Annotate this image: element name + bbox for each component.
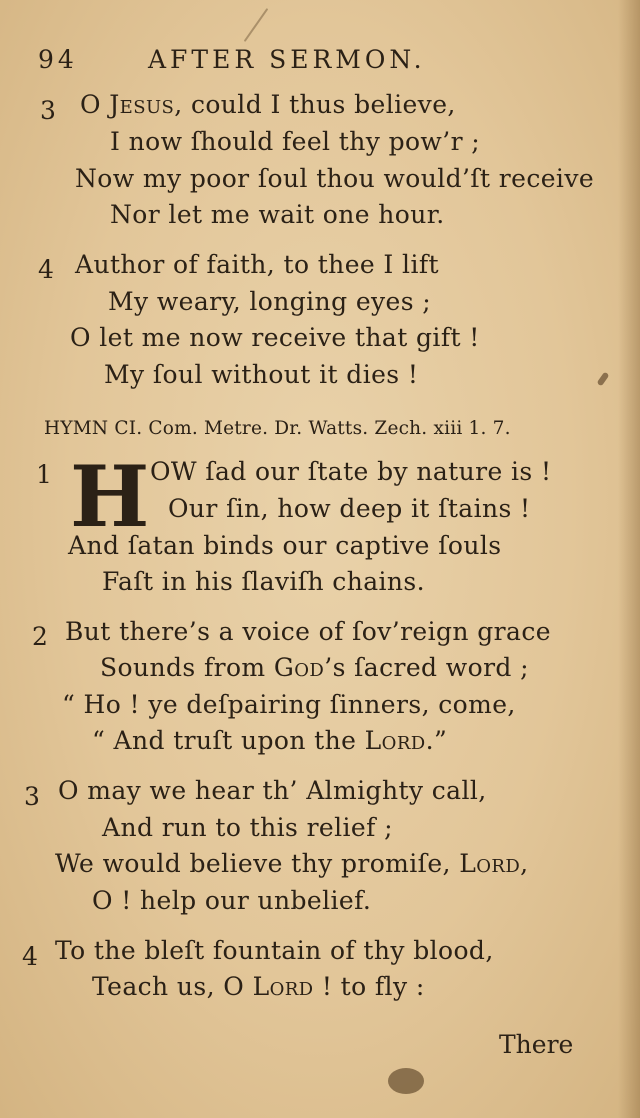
verse-number: 4 (38, 255, 54, 284)
hymn-line: “ And truſt upon the Lord.” (92, 726, 448, 755)
hymn-line: “ Ho ! ye deſpairing ſinners, come, (62, 690, 516, 719)
hymn-line: Sounds from God’s ſacred word ; (100, 653, 529, 682)
verse-line: Nor let me wait one hour. (110, 200, 445, 229)
verse-line: Author of faith, to thee I lift (75, 250, 439, 279)
verse-line: Now my poor ſoul thou would’ſt receive (75, 164, 595, 193)
ink-mark (597, 372, 610, 387)
verse-line: My ſoul without it dies ! (104, 360, 419, 389)
verse-line: My weary, longing eyes ; (108, 287, 432, 316)
stanza-number: 2 (32, 622, 48, 651)
stanza-number: 3 (24, 782, 40, 811)
hymn-line: And ſatan binds our captive ſouls (68, 531, 502, 560)
verse-number: 3 (40, 96, 56, 125)
hymn-line: Teach us, O Lord ! to fly : (92, 972, 425, 1001)
page-edge (618, 0, 640, 1118)
pencil-mark (244, 8, 269, 42)
catchword: There (499, 1030, 574, 1059)
hymn-heading: HYMN CI. Com. Metre. Dr. Watts. Zech. xiii 1. 7. (44, 418, 511, 439)
verse-line: O let me now receive that gift ! (70, 323, 480, 352)
ink-blot (388, 1068, 424, 1094)
hymn-line: But there’s a voice of ſov’reign grace (65, 617, 551, 646)
verse-line: O Jesus, could I thus believe, (80, 90, 456, 119)
hymn-line: We would believe thy promiſe, Lord, (55, 849, 529, 878)
hymn-line: To the bleſt fountain of thy blood, (55, 936, 494, 965)
running-header: AFTER SERMON. (148, 45, 426, 74)
hymn-line: O ! help our unbelief. (92, 886, 372, 915)
hymn-line: Faſt in his ſlaviſh chains. (102, 567, 425, 596)
page-number: 94 (38, 45, 78, 74)
drop-cap: H (70, 447, 150, 546)
stanza-number: 4 (22, 942, 38, 971)
hymn-line: O may we hear th’ Almighty call, (58, 776, 487, 805)
verse-line: I now ſhould feel thy pow’r ; (110, 127, 481, 156)
hymn-line: And run to this relief ; (102, 813, 393, 842)
stanza-number: 1 (36, 460, 52, 489)
hymn-line: Our ſin, how deep it ſtains ! (168, 494, 531, 523)
hymn-line: OW ſad our ſtate by nature is ! (150, 457, 552, 486)
